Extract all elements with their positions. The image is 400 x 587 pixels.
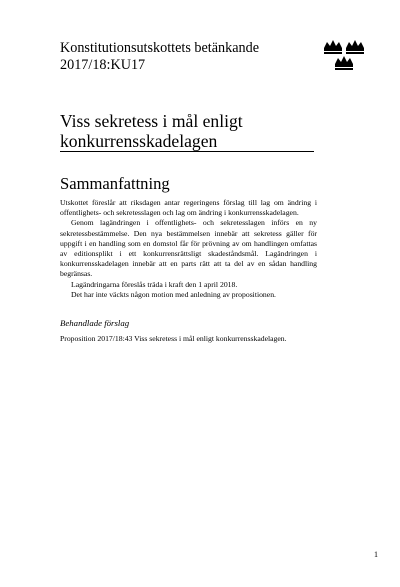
handled-proposals-heading: Behandlade förslag bbox=[60, 318, 130, 328]
committee-name: Konstitutionsutskottets betänkande bbox=[60, 40, 259, 56]
title-divider bbox=[60, 151, 314, 152]
summary-paragraph: Genom lagändringen i offentlighets- och sekretesslagen införs en ny sekretessbestämmelse. Den nya bestämmelsen innebär att sekretess gäller för uppgift i en handling som en domstol får för prövning av om handlingen omfattas av editionsplikt i ett konkurrensrättsligt skadeståndsmål. Lagändringen i konkurrensskadelagen innebär att en parts rätt att ta del av en sådan handling begränsas. bbox=[60, 218, 317, 279]
page-number: 1 bbox=[374, 550, 378, 559]
title-line-1: Viss sekretess i mål enligt bbox=[60, 111, 243, 131]
report-header bbox=[60, 40, 320, 74]
proposition-reference: Proposition 2017/18:43 Viss sekretess i mål enligt konkurrensskadelagen. bbox=[60, 334, 287, 343]
summary-body bbox=[60, 198, 317, 300]
document-title bbox=[60, 111, 325, 151]
summary-paragraph: Utskottet föreslår att riksdagen antar regeringens förslag till lag om ändring i offentlighets- och sekretesslagen och lag om ändring i konkurrensskadelagen. bbox=[60, 198, 317, 218]
summary-paragraph: Det har inte väckts någon motion med anledning av propositionen. bbox=[71, 289, 276, 299]
report-id: 2017/18:KU17 bbox=[60, 57, 146, 73]
summary-paragraph: Lagändringarna föreslås träda i kraft den 1 april 2018. bbox=[71, 279, 238, 289]
title-line-2: konkurrensskadelagen bbox=[60, 131, 218, 151]
three-crowns-icon bbox=[322, 38, 366, 72]
summary-heading: Sammanfattning bbox=[60, 174, 170, 193]
